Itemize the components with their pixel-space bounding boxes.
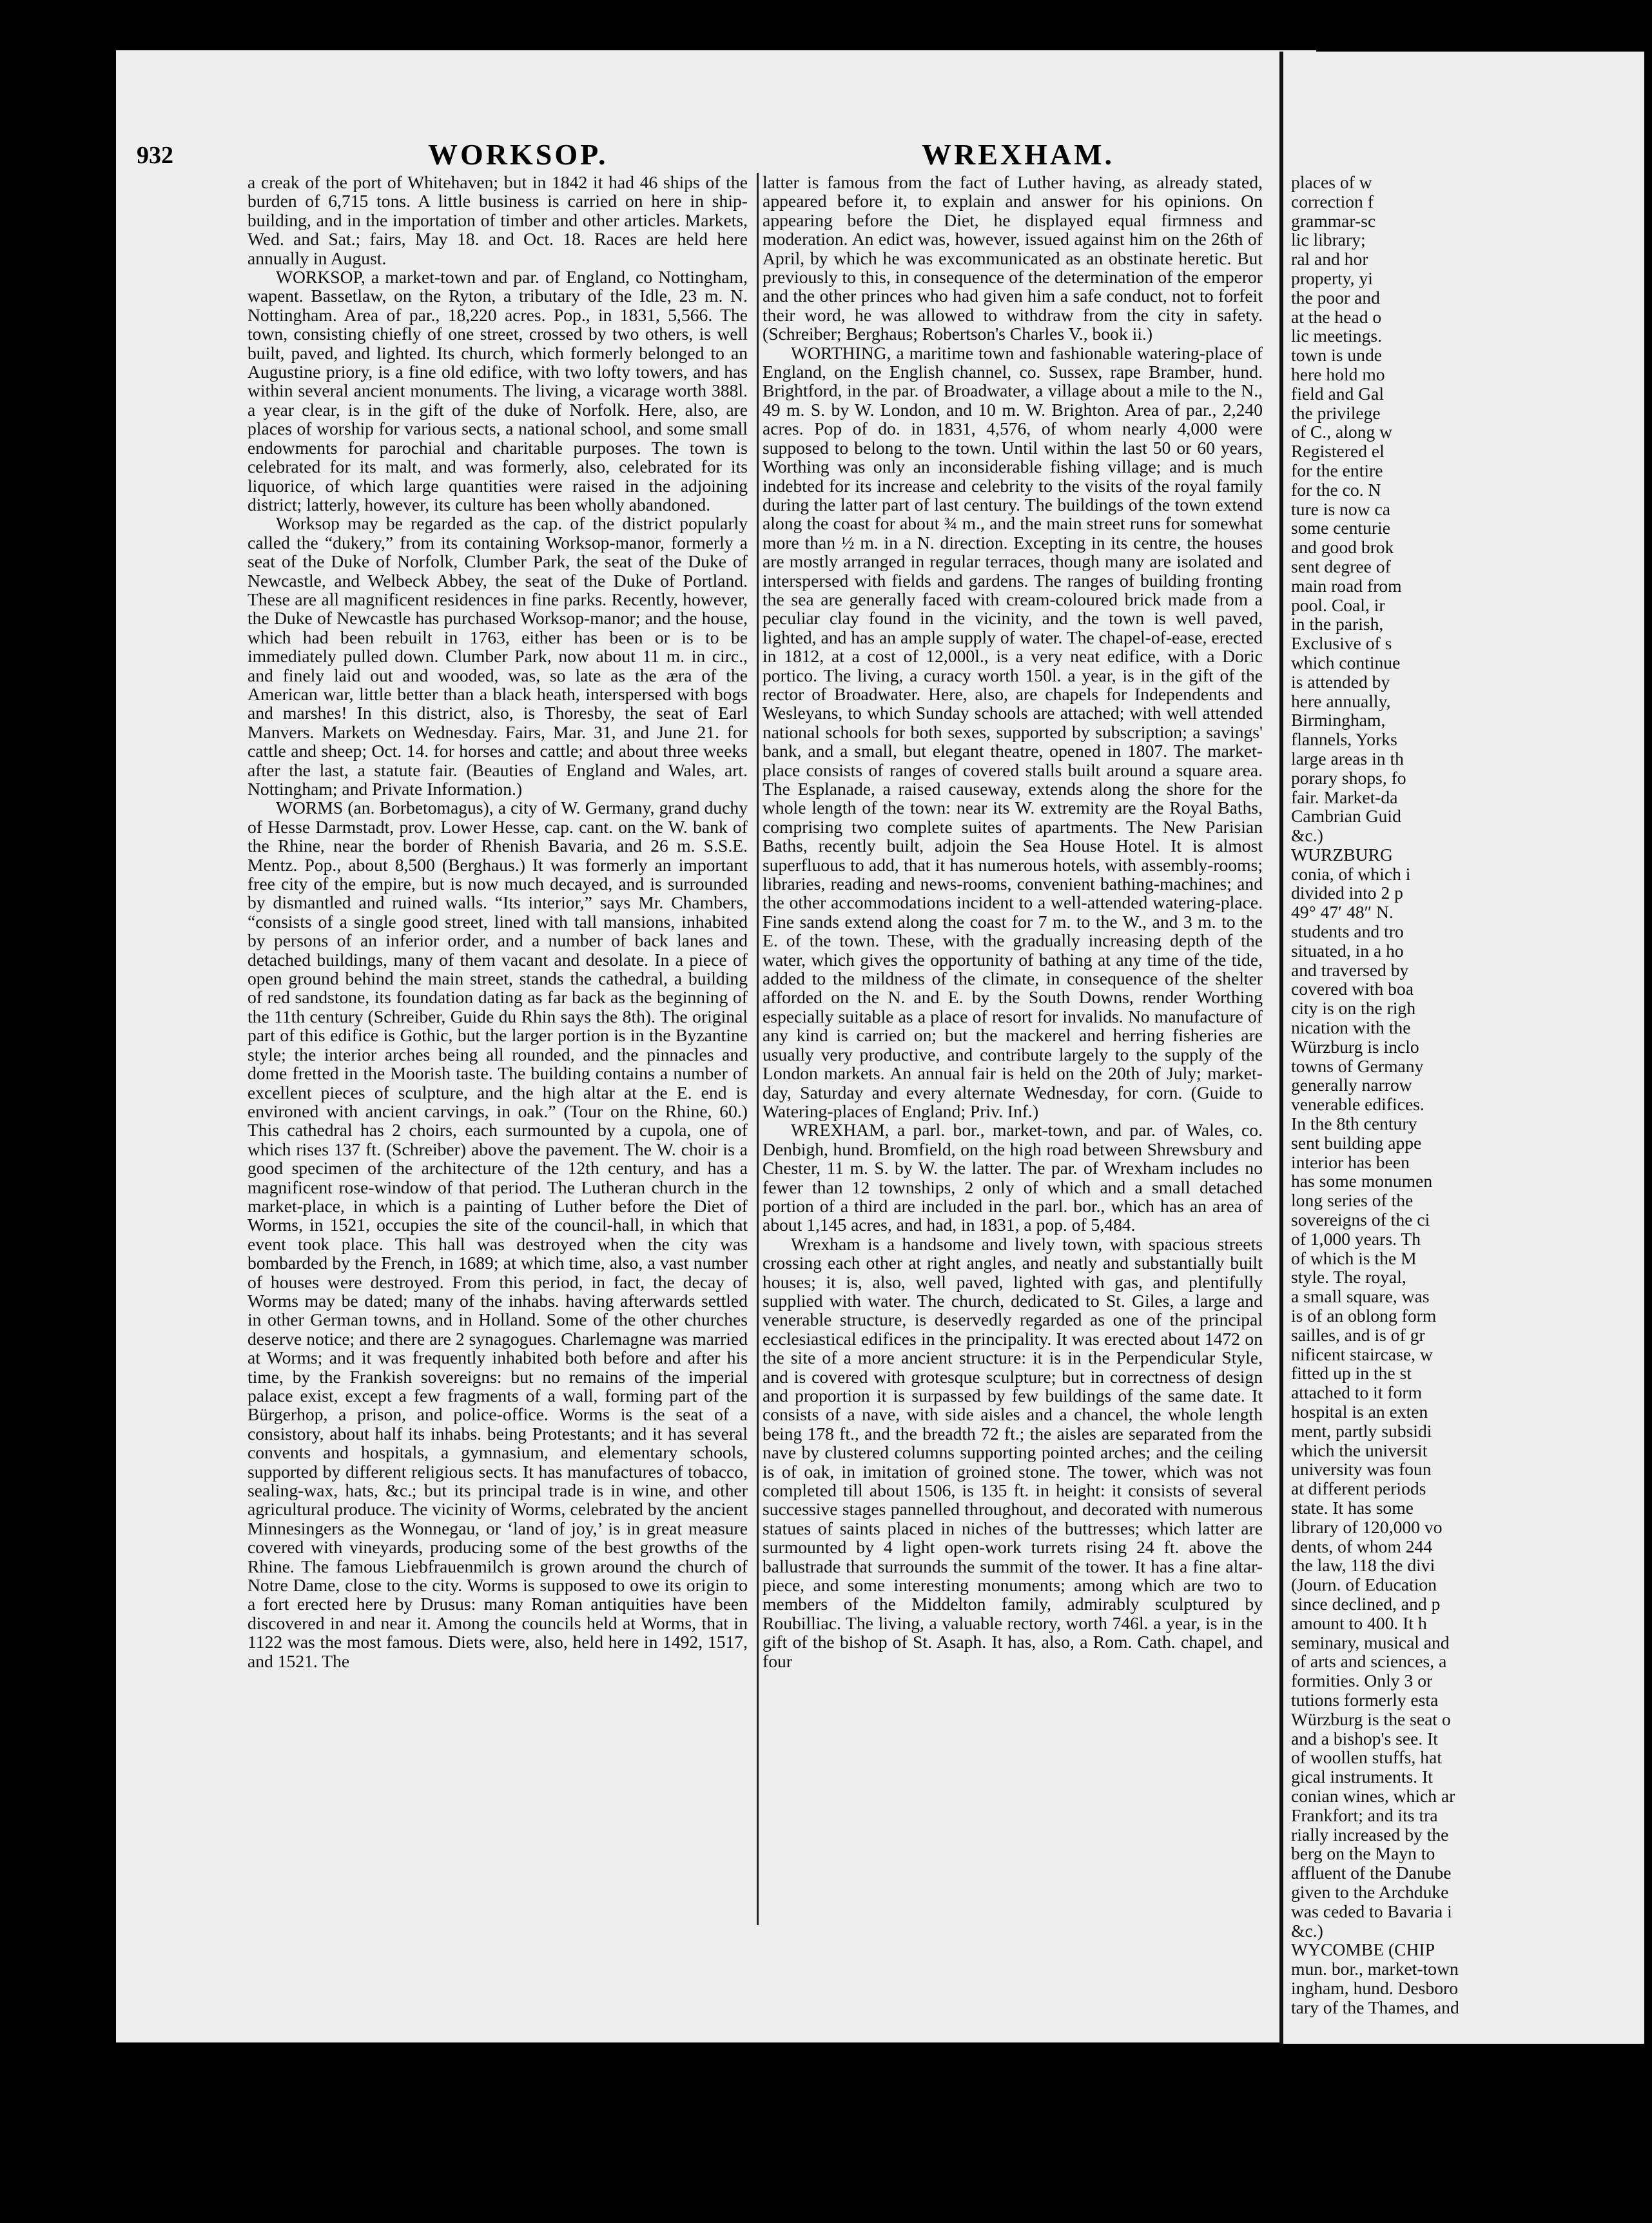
facing-page-line: nificent staircase, w [1291,1344,1433,1364]
facing-page-line: of 1,000 years. Th [1291,1228,1421,1249]
facing-page-line: divided into 2 p [1291,883,1403,903]
entry-paragraph: latter is famous from the fact of Luther having, as already stated, appeared before it, to explain and answer for his opinions. On appearing before the Diet, he displayed equal firmness and moderation. An edict was, however, issued against him on the 26th of April, by which he was excommunicated as an obstinate heretic. But previously to this, in consequence of the determination of the emperor and the other princes who had given him a safe conduct, not to forfeit their word, he was allowed to withdraw from the city in safety. (Schreiber; Berghaus; Robertson's Charles V., book ii.) [763,172,1263,344]
entry-paragraph: a creak of the port of Whitehaven; but in 1842 it had 46 ships of the burden of 6,715 tons. A little business is carried on here in ship-building, and in the importation of timber and other articles. Markets, Wed. and Sat.; fairs, May 18. and Oct. 18. Races are held here annually in August. [248,172,748,268]
facing-page-line: style. The royal, [1291,1267,1406,1288]
facing-page-line: pool. Coal, ir [1291,594,1385,615]
facing-page-line: In the 8th century [1291,1113,1417,1134]
facing-page-line: large areas in th [1291,748,1404,769]
facing-page-line: which continue [1291,652,1401,672]
facing-page-line: porary shops, fo [1291,767,1406,788]
facing-page-line: Würzburg is the seat o [1291,1709,1451,1729]
entry-wrexham: WREXHAM, a parl. bor., market-town, and par. of Wales, co. Denbigh, hund. Bromfield, on the high road between Shrewsbury and Chester, 11 m. S. by W. the latter. The par. of Wrexham includes no fewer than 12 townships, 2 only of which and a small detached portion of a third are included in the parl. bor., which has an area of about 1,145 acres, and had, in 1831, a pop. of 5,484. [763,1120,1263,1235]
facing-page-line: situated, in a ho [1291,940,1404,961]
facing-page-line: and traversed by [1291,959,1409,980]
facing-page-line: of C., along w [1291,422,1393,442]
facing-page-line: fair. Market-da [1291,787,1398,807]
facing-page-line: tutions formerly esta [1291,1689,1439,1710]
facing-page-line: interior has been [1291,1151,1410,1172]
entry-paragraph: Wrexham is a handsome and lively town, with spacious streets crossing each other at right angles, and neatly and substantially built houses; it is, also, well paved, lighted with gas, and plentifully supplied with water. The church, dedicated to St. Giles, a large and venerable structure, is deservedly regarded as one of the principal ecclesiastical edifices in the principality. It was erected about 1472 on the site of a more ancient structure: it is in the Perpendicular Style, and is covered with grotesque sculpture; but in correctness of design and proportion it is surpassed by few buildings of the same date. It consists of a nave, with side aisles and a chancel, the whole length being 178 ft., and the breadth 72 ft.; the aisles are separated from the nave by clustered columns supporting pointed arches; and the ceiling is of oak, in imitation of groined stone. The tower, which was not completed till about 1506, is 135 ft. in height: it consists of several successive stages pannelled throughout, and decorated with numerous statues of saints placed in niches of the buttresses; which latter are surmounted by 4 light open-work turrets rising 24 ft. above the ballustrade that surrounds the summit of the tower. It has a fine altar-piece, and some interesting monuments; among which are two to members of the Middelton family, admirably sculptured by Roubilliac. The living, a valuable rectory, worth 746l. a year, is in the gift of the bishop of St. Asaph. It has, also, a Rom. Cath. chapel, and four [763,1233,1263,1671]
facing-page-line: long series of the [1291,1190,1414,1211]
facing-page-line: formities. Only 3 or [1291,1670,1433,1691]
facing-page-line: some centurie [1291,518,1391,538]
entry-worksop: WORKSOP, a market-town and par. of England, co Nottingham, wapent. Bassetlaw, on the Ryton, a tributary of the Idle, 23 m. N. Nottingham. Area of par., 18,220 acres. Pop., in 1831, 5,566. The town, consisting chiefly of one street, crossed by two others, is well built, paved, and lighted. Its church, which formerly belonged to an Augustine priory, is a fine old edifice, with two lofty towers, and has within several ancient monuments. The living, a vicarage worth 388l. a year clear, is in the gift of the duke of Norfolk. Here, also, are places of worship for various sects, a national school, and some small endowments for parochial and charitable purposes. The town is celebrated for its malt, and was formerly, also, celebrated for its liquorice, of which large quantities were raised in the adjoining district; latterly, however, its culture has been wholly abandoned. [248,267,748,514]
facing-page-line: flannels, Yorks [1291,729,1397,750]
facing-page-line: sailles, and is of gr [1291,1324,1425,1345]
facing-page-line: correction f [1291,191,1374,211]
facing-page-line: has some monumen [1291,1171,1433,1191]
facing-page-line: university was foun [1291,1459,1432,1480]
facing-page-line: WURZBURG [1291,844,1393,865]
right-column [763,173,1263,1926]
facing-page-line: at the head o [1291,306,1382,327]
facing-page-line: in the parish, [1291,614,1384,634]
facing-page-line: towns of Germany [1291,1055,1424,1076]
facing-page-line: affluent of the Danube [1291,1863,1452,1883]
facing-page-line: library of 120,000 vo [1291,1516,1443,1537]
facing-page-line: grammar-sc [1291,210,1376,231]
facing-page-line: conia, of which i [1291,863,1411,884]
facing-page-line: Birmingham, [1291,710,1386,730]
facing-page-line: is of an oblong form [1291,1306,1437,1326]
facing-page-line: the law, 118 the divi [1291,1555,1435,1576]
entry-paragraph: Worksop may be regarded as the cap. of the district popularly called the “dukery,” from its containing Worksop-manor, formerly a seat of the Duke of Norfolk, Clumber Park, the seat of the Duke of Newcastle, and Welbeck Abbey, the seat of the Duke of Portland. These are all magnificent residences in fine parks. Recently, however, the Duke of Newcastle has purchased Worksop-manor; and the house, which had been rebuilt in 1763, either has been or is to be immediately pulled down. Clumber Park, now about 11 m. in circ., and finely laid out and wooded, was, so late as the æra of the American war, little better than a black heath, interspersed with bogs and marshes! In this district, also, is Thoresby, the seat of Earl Manvers. Markets on Wednesday. Fairs, Mar. 31, and June 21. for cattle and sheep; Oct. 14. for horses and cattle; and about three weeks after the last, a statute fair. (Beauties of England and Wales, art. Nottingham; and Private Information.) [248,513,748,799]
facing-page-line: main road from [1291,575,1402,596]
facing-page-line: berg on the Mayn to [1291,1843,1435,1864]
facing-page-line: town is unde [1291,345,1383,366]
facing-page-line: of which is the M [1291,1248,1417,1268]
facing-page-line: nication with the [1291,1017,1411,1038]
page-number: 932 [137,142,173,169]
left-running-title: WORKSOP. [428,138,608,171]
facing-page-line: gical instruments. It [1291,1767,1433,1787]
entry-worms: WORMS (an. Borbetomagus), a city of W. Germany, grand duchy of Hesse Darmstadt, prov. Lower Hesse, cap. cant. on the W. bank of the Rhine, near the border of Rhenish Bavaria, and 26 m. S.S.E. Mentz. Pop., about 8,500 (Berghaus.) It was formerly an important free city of the empire, but is now much decayed, and is surrounded by dismantled and ruined walls. “Its interior,” says Mr. Chambers, “consists of a single good street, lined with tall mansions, inhabited by persons of an inferior order, and a number of back lanes and detached buildings, many of them vacant and desolate. In a piece of open ground behind the main street, stands the cathedral, a building of red sandstone, its foundation dating as far back as the beginning of the 11th century (Schreiber, Guide du Rhin says the 8th). The original part of this edifice is Gothic, but the larger portion is in the Byzantine style; the interior arches being all rounded, and the pinnacles and dome fretted in the Moorish taste. The building contains a number of excellent pieces of sculpture, and the high altar at the E. end is environed with ancient carvings, in oak.” (Tour on the Rhine, 60.) This cathedral has 2 choirs, each surmounted by a cupola, one of which rises 137 ft. (Schreiber) above the pavement. The W. choir is a good specimen of the architecture of the 12th century, and has a magnificent rose-window of that period. The Lutheran church in the market-place, in which is a painting of Luther before the Diet of Worms, in 1521, occupies the site of the council-hall, in which that event took place. This hall was destroyed when the city was bombarded by the French, in 1689; at which time, also, a vast number of houses were destroyed. From this period, in fact, the decay of Worms may be dated; many of the inhabs. having afterwards settled in other German towns, and in Holland. Some of the other churches deserve notice; and there are 2 synagogues. Charlemagne was married at Worms; and it was frequently inhabited both before and after his time, by the Frankish sovereigns: but no remains of the imperial palace exist, except a few fragments of a wall, forming part of the Bürgerhop, a prison, and police-office. Worms is the seat of a consistory, about half its inhabs. being Protestants; and it has several convents and hospitals, a gymnasium, and elementary schools, supported by different religious sects. It has manufactures of tobacco, sealing-wax, hats, &c.; but its principal trade is in wine, and other agricultural produce. The vicinity of Worms, celebrated by the ancient Minnesingers as the Wonnegau, or ‘land of joy,’ is in great measure covered with vineyards, producing some of the best growths of the Rhine. The famous Liebfrauenmilch is grown around the church of Notre Dame, close to the city. Worms is supposed to owe its origin to a fort erected here by Drusus: many Roman antiquities have been discovered in and near it. Among the councils held at Worms, that in 1122 was the most famous. Diets were, also, held here in 1492, 1517, and 1521. The [248,798,748,1671]
facing-page-line: mun. bor., market-town [1291,1959,1459,1979]
facing-page-line: dents, of whom 244 [1291,1536,1433,1556]
facing-page-line: sent building appe [1291,1132,1422,1153]
facing-page-line: lic meetings. [1291,326,1383,346]
facing-page-line: the privilege [1291,402,1381,423]
facing-page-line: for the entire [1291,460,1383,480]
facing-page-line: tary of the Thames, and [1291,1997,1459,2017]
running-head [137,137,1187,176]
facing-page-line: the poor and [1291,287,1380,308]
facing-page-line: here hold mo [1291,364,1385,384]
facing-page-line: of woollen stuffs, hat [1291,1747,1443,1768]
facing-page-line: hospital is an exten [1291,1402,1428,1422]
facing-page-line: rially increased by the [1291,1824,1449,1845]
facing-page-line: at different periods [1291,1478,1426,1499]
facing-page-line: and good brok [1291,537,1394,558]
facing-page-line: ral and hor [1291,249,1368,269]
facing-page-line: a small square, was [1291,1286,1430,1307]
facing-page-line: WYCOMBE (CHIP [1291,1939,1435,1960]
facing-page-line: Exclusive of s [1291,633,1392,654]
facing-page-line: sovereigns of the ci [1291,1209,1430,1230]
facing-page-line: 49° 47′ 48″ N. [1291,902,1394,923]
facing-page-text [1291,172,1652,2017]
facing-page-line: fitted up in the st [1291,1363,1412,1384]
facing-page-line: places of w [1291,172,1372,192]
facing-page-line: Registered el [1291,441,1385,462]
facing-page-line: field and Gal [1291,383,1385,404]
facing-page-line: generally narrow [1291,1075,1412,1095]
facing-page-line: which the universit [1291,1440,1428,1460]
facing-page-line: attached to it form [1291,1382,1423,1403]
facing-page-line: of arts and sciences, a [1291,1651,1447,1672]
facing-page-line: ingham, hund. Desboro [1291,1977,1459,1998]
facing-page-line: sent degree of [1291,556,1391,576]
facing-page-line: seminary, musical and [1291,1632,1450,1652]
facing-page-line: amount to 400. It h [1291,1612,1427,1633]
entry-worthing: WORTHING, a maritime town and fashionable watering-place of England, on the English channel, co. Sussex, rape Bramber, hund. Brightford, in the par. of Broadwater, a village about a mile to the N., 49 m. S. by W. London, and 10 m. W. Brighton. Area of par., 2,240 acres. Pop of do. in 1831, 4,576, of whom nearly 4,000 were supposed to belong to the town. Until within the last 50 or 60 years, Worthing was only an inconsiderable fishing village; and is much indebted for its increase and celebrity to the visits of the royal family during the latter part of last century. The buildings of the town extend along the coast for about ¾ m., and the main street runs for somewhat more than ½ m. in a N. direction. Excepting in its centre, the houses are mostly arranged in regular terraces, though many are isolated and interspersed with fields and gardens. The ranges of building fronting the sea are generally faced with cream-coloured brick made from a peculiar clay found in the vicinity, and the town is well paved, lighted, and has an ample supply of water. The chapel-of-ease, erected in 1812, at a cost of 12,000l., is a very neat edifice, with a Doric portico. The living, a curacy worth 150l. a year, is in the gift of the rector of Broadwater. Here, also, are chapels for Independents and Wesleyans, to which Sunday schools are attached; with well attended national schools for both sexes, supported by subscription; a savings' bank, and a small, but elegant theatre, opened in 1807. The market-place consists of ranges of covered stalls built around a square area. The Esplanade, a raised causeway, extends along the shore for the whole length of the town: near its W. extremity are the Royal Baths, comprising two complete suites of apartments. The New Parisian Baths, recently built, adjoin the Sea House Hotel. It is almost superfluous to add, that it has numerous hotels, with assembly-rooms; libraries, reading and news-rooms, convenient bathing-machines; and the other accommodations incident to a well-attended watering-place. Fine sands extend along the coast for 7 m. to the W., and 3 m. to the E. of the town. These, with the gradually increasing depth of the water, which gives the opportunity of bathing at any time of the tide, added to the mildness of the climate, in consequence of the shelter afforded on the N. and E. by the South Downs, render Worthing especially suitable as a place of resort for invalids. No manufacture of any kind is carried on; but the mackerel and herring fisheries are usually very productive, and contribute largely to the supply of the London markets. An annual fair is held on the 20th of July; market-day, Saturday and every alternate Wednesday, for corn. (Guide to Watering-places of England; Priv. Inf.) [763,342,1263,1121]
facing-page-line: and a bishop's see. It [1291,1728,1438,1748]
facing-page-line: given to the Archduke [1291,1881,1449,1902]
facing-page-line: property, yi [1291,268,1373,288]
facing-page-line: conian wines, which ar [1291,1785,1455,1806]
facing-page-line: was ceded to Bavaria i [1291,1901,1452,1921]
facing-page-line: lic library; [1291,230,1366,250]
facing-page-line: here annually, [1291,690,1391,711]
facing-page-line: Cambrian Guid [1291,806,1401,827]
facing-page-line: Frankfort; and its tra [1291,1805,1438,1825]
facing-page-line: (Journ. of Education [1291,1574,1437,1595]
facing-page-line: Würzburg is inclo [1291,1036,1419,1057]
facing-page-line: venerable edifices. [1291,1094,1424,1115]
facing-page-line: state. It has some [1291,1497,1414,1518]
facing-page-line: since declined, and p [1291,1593,1441,1614]
facing-page-line: students and tro [1291,921,1404,942]
facing-page-line: covered with boa [1291,979,1414,999]
right-running-title: WREXHAM. [922,138,1115,171]
facing-page-line: &c.) [1291,825,1323,846]
column-divider [757,173,759,1925]
facing-page-line: for the co. N [1291,479,1381,500]
left-column [248,173,748,1926]
facing-page-line: ment, partly subsidi [1291,1420,1432,1441]
facing-page-line: city is on the righ [1291,998,1416,1019]
facing-page-line: is attended by [1291,671,1390,692]
facing-page-line: &c.) [1291,1920,1323,1941]
facing-page-line: ture is now ca [1291,498,1391,519]
facing-page-fragment [1279,52,1644,2044]
